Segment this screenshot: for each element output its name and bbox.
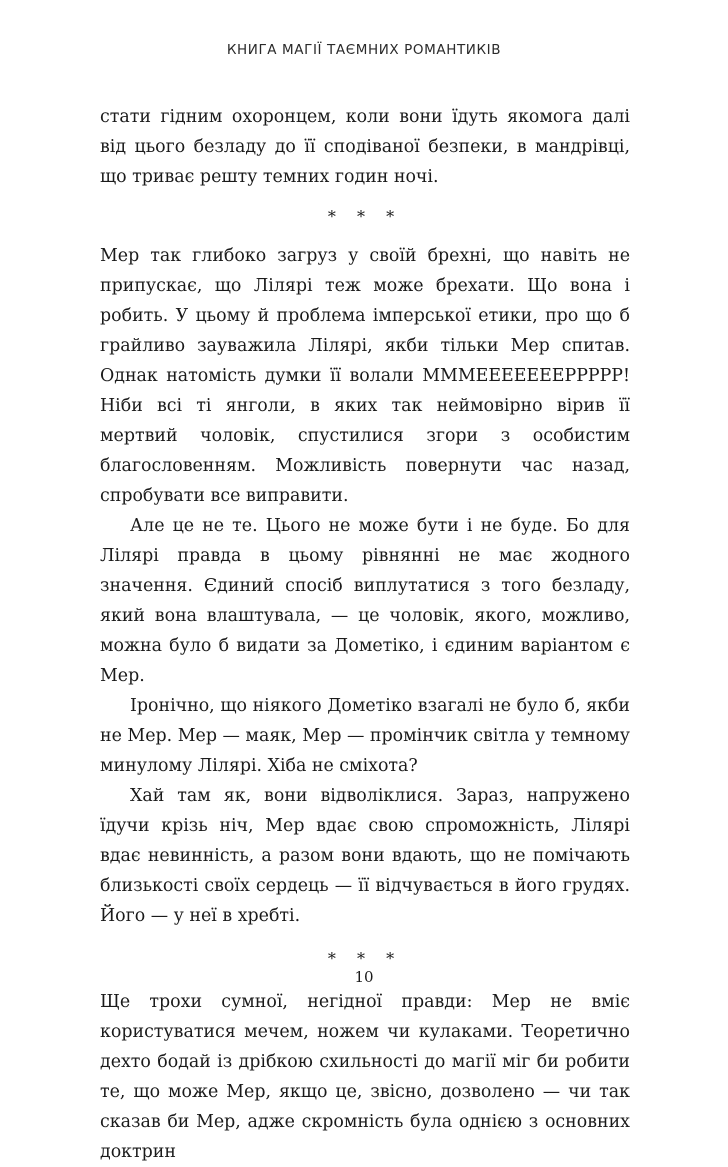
paragraph: Хай там як, вони відволіклися. Зараз, напружено їдучи крізь ніч, Мер вдає свою спроможність, Лілярі вдає невинність, а разом вони вдають, що не помічають близькості своїх сердець — її відчувається в його грудях. Його — у неї в хребті. xyxy=(100,786,630,926)
paragraph: Мер так глибоко загруз у своїй брехні, що навіть не припускає, що Лілярі теж може брехати. Що вона і робить. У цьому й проблема імперської етики, про що б грайливо зауважила Лілярі, якби тільки Мер спитав. Однак натомість думки її волали ММMEEEEEEEPPPPP! Ніби всі ті янголи, в яких так неймовірно вірив її мертвий чоловік, спустилися згори з особистим благословенням. Можливість повернути час назад, спробувати все виправити. xyxy=(100,246,630,506)
page-number: 10 xyxy=(354,968,374,986)
paragraph: стати гідним охоронцем, коли вони їдуть якомога далі від цього безладу до її сподіваної безпеки, в мандрівці, що триває решту темних годин ночі. xyxy=(100,107,630,187)
running-header: КНИГА МАГІЇ ТАЄМНИХ РОМАНТИКІВ xyxy=(226,42,502,58)
paragraph: Іронічно, що ніякого Дометіко взагалі не було б, якби не Мер. Мер — маяк, Мер — промінчик світла у темному минулому Лілярі. Хіба не сміхота? xyxy=(100,696,630,776)
paragraph: Але це не те. Цього не може бути і не буде. Бо для Лілярі правда в цьому рівнянні не має жодного значення. Єдиний спосіб виплутатися з того безладу, який вона влаштувала, — це чоловік, якого, можливо, можна було б видати за Дометіко, і єдиним варіантом є Мер. xyxy=(100,516,630,686)
section-separator: * * * xyxy=(327,207,403,226)
paragraph: Ще трохи сумної, негідної правди: Мер не вміє користуватися мечем, ножем чи кулаками. Теоретично дехто бодай із дрібкою схильності до магії міг би робити те, що може Мер, якщо це, звісно, дозволено — чи так сказав би Мер, адже скромність була однією з основних доктрин xyxy=(100,992,630,1162)
section-separator: * * * xyxy=(327,949,403,968)
body-text xyxy=(100,102,630,1167)
